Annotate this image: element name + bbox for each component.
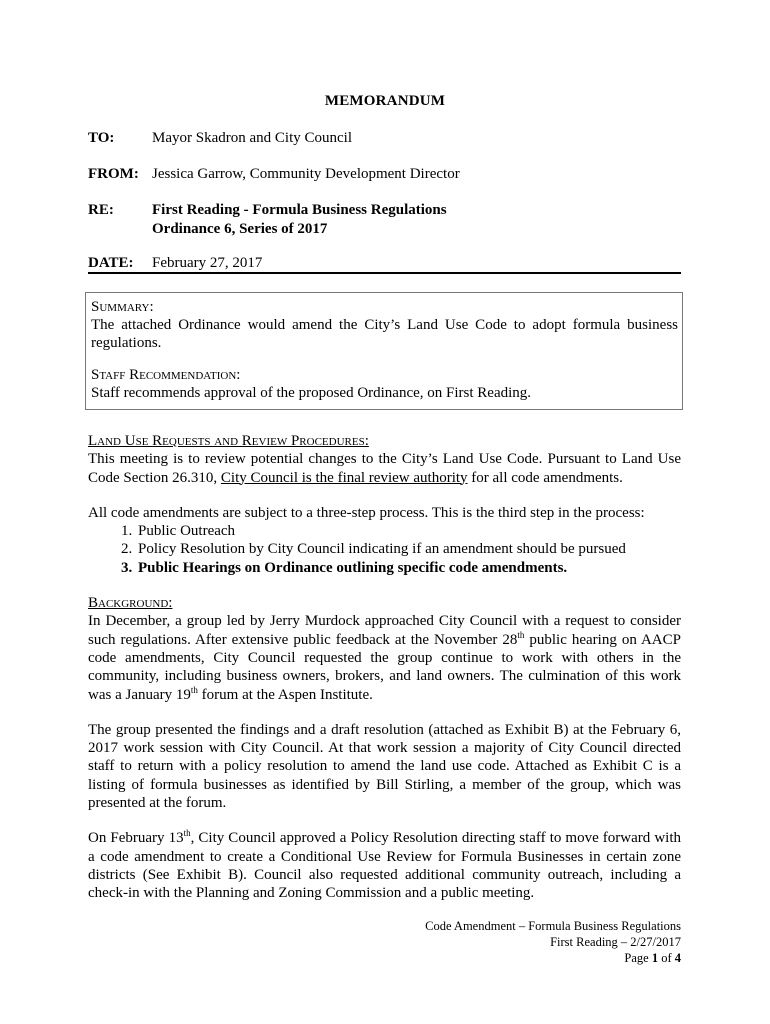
date-line (88, 254, 262, 273)
to-value: Mayor Skadron and City Council (152, 130, 352, 146)
re-line-1: First Reading - Formula Business Regulations (152, 202, 447, 218)
footer-line-2: First Reading – 2/27/2017 (550, 935, 681, 949)
final-review-authority: City Council is the final review authority (220, 469, 468, 486)
memo-body (88, 432, 681, 903)
re-label: RE: (88, 202, 114, 218)
re-line-2: Ordinance 6, Series of 2017 (152, 221, 328, 237)
background-paragraph-1: In December, a group led by Jerry Murdock approached City Council with a request to consider such regulations. After extensive public feedback at the November 28th public hearing on AACP code amendments, City Council requested the group continue to work with others in the community, including business owners, brokers, and land owners. The culmination of this work was a January 19th forum at the Aspen Institute. (88, 613, 681, 703)
staff-recommendation-heading: Staff Recommendation: (91, 367, 241, 383)
land-use-heading: Land Use Requests and Review Procedures: (88, 433, 369, 449)
summary-text: The attached Ordinance would amend the City’s Land Use Code to adopt formula business regulations. (91, 317, 678, 351)
from-label: FROM: (88, 166, 139, 182)
step-item: 1. Public Outreach (136, 522, 681, 540)
footer-line-1: Code Amendment – Formula Business Regulations (425, 919, 681, 933)
date-label: DATE: (88, 255, 134, 271)
re-value (152, 201, 447, 239)
memo-title: MEMORANDUM (324, 93, 446, 109)
background-paragraph-3: On February 13th, City Council approved a Policy Resolution directing staff to move forward with a code amendment to create a Conditional Use Review for Formula Businesses in certain zone districts (See Exhibit B). Council also requested additional community outreach, including a check-in with the Planning and Zoning Commission and a public meeting. (88, 828, 681, 902)
process-steps (88, 522, 681, 577)
staff-recommendation-text: Staff recommends approval of the proposed Ordinance, on First Reading. (91, 385, 532, 401)
process-intro: All code amendments are subject to a three-step process. This is the third step in the process: (88, 504, 645, 521)
background-paragraph-2: The group presented the findings and a draft resolution (attached as Exhibit B) at the February 6, 2017 work session with City Council. At that work session a majority of City Council directed staff to return with a policy resolution to amend the land use code. Attached as Exhibit C is a listing of formula businesses as identified by Bill Stirling, a member of the group, which was presented at the forum. (88, 721, 681, 812)
background-heading: Background: (88, 595, 173, 612)
from-line (88, 165, 460, 184)
to-label: TO: (88, 130, 115, 146)
step-item-current: 3. Public Hearings on Ordinance outlining specific code amendments. (136, 559, 681, 577)
re-line (88, 201, 447, 239)
page-number: Page 1 of 4 (624, 951, 681, 965)
date-value: February 27, 2017 (152, 255, 263, 271)
from-value: Jessica Garrow, Community Development Director (152, 166, 460, 182)
page-footer (425, 918, 681, 966)
land-use-paragraph: This meeting is to review potential changes to the City’s Land Use Code. Pursuant to Land Use Code Section 26.310, City Council is the final review authority for all code amendments. (88, 451, 681, 486)
step-item: 2. Policy Resolution by City Council indicating if an amendment should be pursued (136, 540, 681, 558)
header-divider (88, 272, 681, 274)
to-line (88, 129, 352, 148)
summary-heading: Summary: (91, 299, 154, 315)
summary-box (85, 292, 683, 410)
